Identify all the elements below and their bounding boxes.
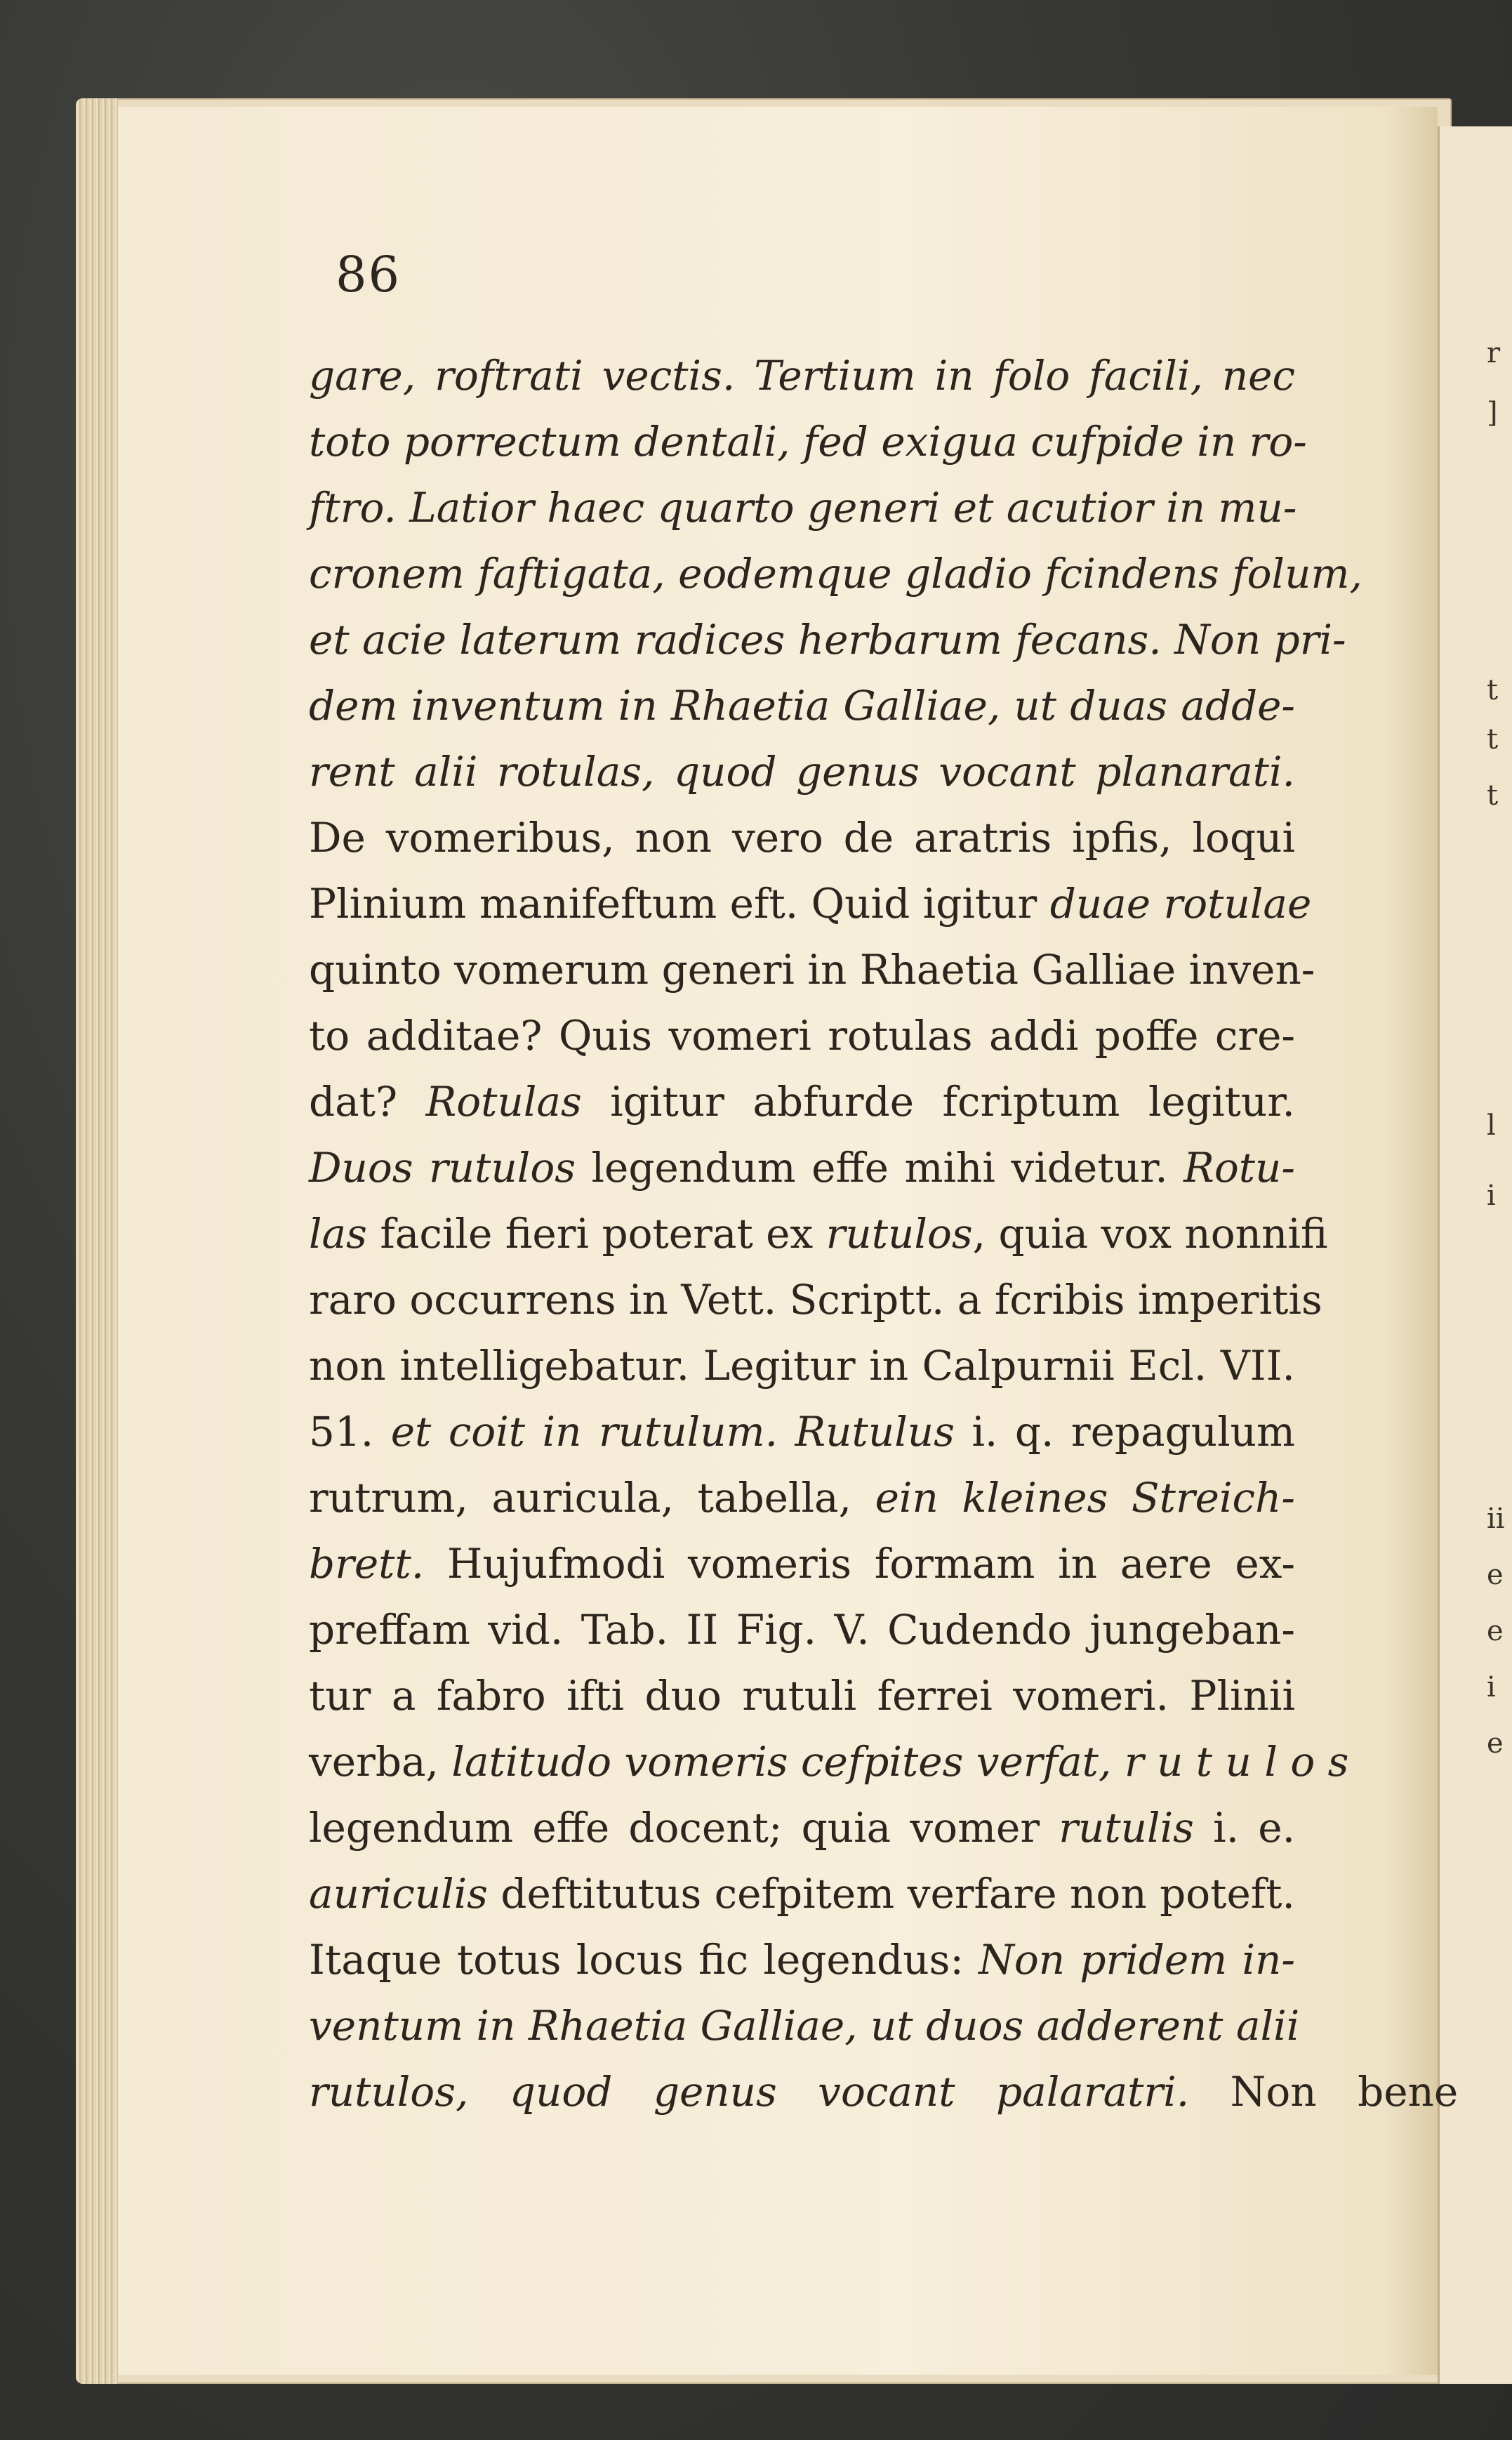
roman-segment: quinto vomerum generi in Rhaetia Galliae inven- xyxy=(309,946,1315,994)
text-line xyxy=(309,1069,1295,1135)
text-line xyxy=(309,1795,1295,1861)
text-line xyxy=(309,1333,1295,1399)
facing-page-letter: e xyxy=(1487,1615,1504,1647)
italic-segment: auriculis xyxy=(309,1870,488,1918)
italic-segment: ventum in Rhaetia Galliae, ut duos adderent alii xyxy=(309,2002,1300,2050)
text-line xyxy=(309,739,1295,805)
facing-page-letter: ii xyxy=(1487,1503,1505,1535)
text-line xyxy=(309,1267,1322,1333)
italic-segment: gare, roftrati vectis. Tertium in folo facili, nec xyxy=(309,352,1295,400)
italic-segment: Rutulus xyxy=(795,1408,955,1456)
text-line xyxy=(309,1597,1295,1663)
facing-page-letter: t xyxy=(1487,779,1499,812)
italic-segment: rent alii rotulas, quod genus vocant planarati. xyxy=(309,748,1295,796)
text-line xyxy=(309,475,1295,541)
roman-segment: legendum effe docent; quia vomer xyxy=(309,1804,1059,1852)
facing-page-letter: t xyxy=(1487,723,1499,756)
italic-segment: et coit in rutulum. xyxy=(390,1408,778,1456)
roman-segment: Plinium manifeftum eft. Quid igitur xyxy=(309,880,1050,928)
facing-page-letter: e xyxy=(1487,1727,1504,1760)
italic-segment: Non pridem in- xyxy=(979,1936,1295,1984)
text-line xyxy=(309,1927,1295,1993)
italic-segment: cronem faftigata, eodemque gladio fcindens folum, xyxy=(309,550,1362,598)
italic-segment: toto porrectum dentali, fed exigua cufpide in ro- xyxy=(309,418,1307,466)
italic-segment: brett. xyxy=(309,1540,425,1588)
roman-segment: De vomeribus, non vero de aratris ipfis, loqui xyxy=(309,814,1295,862)
page-number: 86 xyxy=(336,246,402,303)
text-line xyxy=(309,409,1307,475)
italic-segment: las xyxy=(309,1210,367,1258)
roman-segment: i. e. xyxy=(1193,1804,1295,1852)
roman-segment: deftitutus cefpitem verfare non poteft. xyxy=(487,1870,1295,1918)
facing-page-edge xyxy=(1438,126,1512,2384)
italic-segment: ftro. Latior haec quarto generi et acutior in mu- xyxy=(309,484,1297,532)
italic-segment: rutulos xyxy=(825,1210,973,1258)
roman-segment: facile fieri poterat ex xyxy=(366,1210,826,1258)
roman-segment: igitur abfurde fcriptum legitur. xyxy=(581,1078,1295,1126)
roman-segment: tur a fabro ifti duo rutuli ferrei vomeri. Plinii xyxy=(309,1672,1295,1720)
roman-segment: non intelligebatur. Legitur in Calpurnii Ecl. VII. xyxy=(309,1342,1295,1390)
text-line xyxy=(309,2059,1459,2125)
roman-segment: 51. xyxy=(309,1408,391,1456)
italic-segment: et acie laterum radices herbarum fecans. Non pri- xyxy=(309,616,1346,664)
text-line xyxy=(309,1135,1295,1201)
text-line xyxy=(309,1993,1300,2059)
text-line xyxy=(309,1531,1295,1597)
roman-segment: verba, xyxy=(309,1738,452,1786)
text-line xyxy=(309,1663,1295,1729)
page-body-text xyxy=(309,343,1459,2125)
facing-page-letter: r xyxy=(1487,337,1501,369)
facing-page-letter: i xyxy=(1487,1671,1496,1703)
italic-segment: Duos rutulos xyxy=(309,1144,576,1192)
italic-segment: duae rotulae xyxy=(1049,880,1312,928)
italic-segment: rutulis xyxy=(1059,1804,1194,1852)
text-line xyxy=(309,871,1312,937)
facing-page-letter: ] xyxy=(1487,397,1498,429)
text-line xyxy=(309,1729,1349,1795)
roman-segment: Non bene xyxy=(1189,2068,1459,2116)
text-line xyxy=(309,607,1346,673)
italic-segment: Rotu- xyxy=(1183,1144,1296,1192)
text-line xyxy=(309,805,1295,871)
facing-page-letter: t xyxy=(1487,674,1499,706)
italic-segment: Rotulas xyxy=(425,1078,582,1126)
italic-segment: rutulos, quod genus vocant palaratri. xyxy=(309,2068,1190,2116)
text-line xyxy=(309,1201,1328,1267)
text-line xyxy=(309,541,1362,607)
text-line xyxy=(309,673,1295,739)
facing-page-letter: i xyxy=(1487,1180,1496,1212)
roman-segment: Itaque totus locus fic legendus: xyxy=(309,1936,979,1984)
roman-segment: , quia vox nonnifi xyxy=(972,1210,1328,1258)
text-line xyxy=(309,343,1295,409)
italic-segment: latitudo vomeris cefpites verfat, r u t u l o s xyxy=(451,1738,1349,1786)
roman-segment: rutrum, auricula, tabella, xyxy=(309,1474,875,1522)
page-edges xyxy=(76,98,118,2384)
roman-segment xyxy=(778,1408,795,1456)
roman-segment: to additae? Quis vomeri rotulas addi poffe cre- xyxy=(309,1012,1295,1060)
italic-segment: ein kleines Streich- xyxy=(875,1474,1295,1522)
facing-page-letter: e xyxy=(1487,1559,1504,1591)
roman-segment: i. q. repagulum xyxy=(954,1408,1295,1456)
text-line xyxy=(309,937,1315,1003)
text-line xyxy=(309,1003,1295,1069)
roman-segment: raro occurrens in Vett. Scriptt. a fcribis imperitis xyxy=(309,1276,1322,1324)
roman-segment: preffam vid. Tab. II Fig. V. Cudendo jungeban- xyxy=(309,1606,1295,1654)
text-line xyxy=(309,1465,1295,1531)
facing-page-letter: l xyxy=(1487,1109,1496,1142)
roman-segment: Hujufmodi vomeris formam in aere ex- xyxy=(424,1540,1295,1588)
italic-segment: dem inventum in Rhaetia Galliae, ut duas adde- xyxy=(309,682,1295,730)
text-line xyxy=(309,1861,1295,1927)
roman-segment: legendum effe mihi videtur. xyxy=(576,1144,1184,1192)
text-line xyxy=(309,1399,1295,1465)
roman-segment: dat? xyxy=(309,1078,426,1126)
